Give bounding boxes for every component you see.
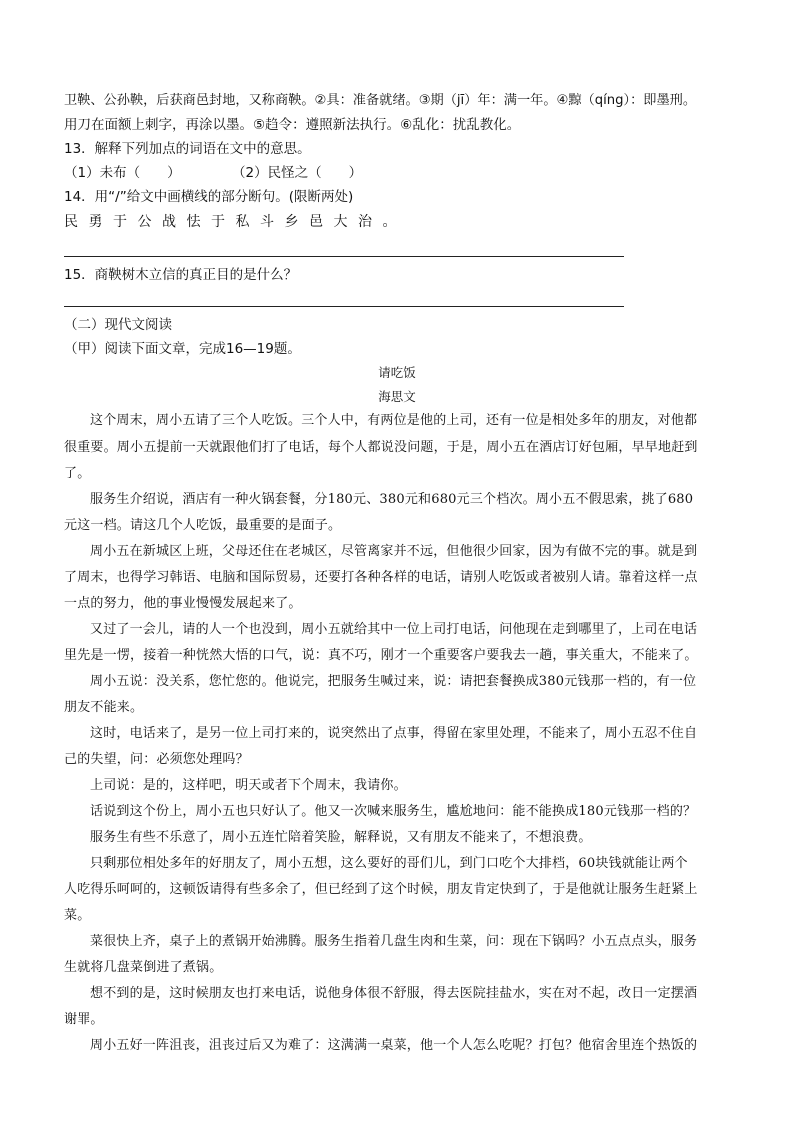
article-line: 己的失望，问：必须您处理吗？ xyxy=(64,752,249,767)
article-line: 周小五在新城区上班，父母还住在老城区，尽管离家并不远，但他很少回家，因为有做不完的事。就是到 xyxy=(90,544,698,559)
q13-item-1-text: （1）未布（ ） xyxy=(64,165,181,181)
article-line: 菜。 xyxy=(64,908,91,923)
article-line: 了。 xyxy=(64,466,91,481)
article-line: 里先是一愣，接着一种恍然大悟的口气，说：真不巧，刚才一个重要客户要我去一趟，事关重大，不能来了。 xyxy=(64,648,698,663)
notes-line-1: 卫鞅、公孙鞅，后获商邑封地，又称商鞅。②具：准备就绪。③期（jī）年：满一年。④黥（qíng）：即墨刑。 xyxy=(64,93,697,108)
article-line: 元这一档。请这几个人吃饭，最重要的是面子。 xyxy=(64,518,342,533)
question-14-sentence: 民勇于公战怯于私斗乡邑大治。 xyxy=(64,214,407,230)
article-line: 人吃得乐呵呵的，这顿饭请得有些多余了，但已经到了这个时候，朋友肯定快到了，于是他就让服务生赶紧上 xyxy=(64,882,698,897)
article-line: 很重要。周小五提前一天就跟他们打了电话，每个人都说没问题，于是，周小五在酒店订好包厢，早早地赶到 xyxy=(64,440,698,455)
section-heading: （二）现代文阅读 xyxy=(64,317,172,333)
article-line: 服务生介绍说，酒店有一种火锅套餐，分180元、380元和680元三个档次。周小五不假思索，挑了680 xyxy=(90,492,694,507)
answer-line-15 xyxy=(64,306,624,307)
article-title: 请吃饭 xyxy=(378,365,416,380)
question-15: 15．商鞅树木立信的真正目的是什么？ xyxy=(64,267,298,283)
article-line: 周小五好一阵沮丧，沮丧过后又为难了：这满满一桌菜，他一个人怎么吃呢？打包？他宿舍里连个热饭的 xyxy=(90,1038,698,1053)
article-author: 海思文 xyxy=(378,389,416,404)
article-line: 谢罪。 xyxy=(64,1012,104,1027)
article-line: 又过了一会儿，请的人一个也没到，周小五就给其中一位上司打电话，问他现在走到哪里了，上司在电话 xyxy=(90,622,698,637)
article-line: 周小五说：没关系，您忙您的。他说完，把服务生喊过来，说：请把套餐换成380元钱那一档的，有一位 xyxy=(90,674,697,689)
article-line: 一点的努力，他的事业慢慢发展起来了。 xyxy=(64,596,302,611)
article-line: 只剩那位相处多年的好朋友了，周小五想，这么要好的哥们儿，到门口吃个大排档，60块钱就能让两个 xyxy=(90,856,688,871)
article-line: 了周末，也得学习韩语、电脑和国际贸易，还要打各种各样的电话，请别人吃饭或者被别人请。靠着这样一点 xyxy=(64,570,698,585)
notes-line-2: 用刀在面额上刺字，再涂以墨。⑤趋令：遵照新法执行。⑥乱化：扰乱教化。 xyxy=(64,117,521,133)
answer-line-14 xyxy=(64,256,624,257)
article-line: 上司说：是的，这样吧，明天或者下个周末，我请你。 xyxy=(90,778,407,793)
question-14: 14．用“/”给文中画横线的部分断句。(限断两处) xyxy=(64,189,354,205)
article-line: 这时，电话来了，是另一位上司打来的，说突然出了点事，得留在家里处理，不能来了，周小五忍不住自 xyxy=(90,726,698,741)
article-line: 这个周末，周小五请了三个人吃饭。三个人中，有两位是他的上司，还有一位是相处多年的朋友，对他都 xyxy=(90,413,698,428)
question-13-item-1 xyxy=(64,163,181,183)
article-line: 想不到的是，这时候朋友也打来电话，说他身体很不舒服，得去医院挂盐水，实在对不起，改日一定摆酒 xyxy=(90,986,698,1001)
article-line: 话说到这个份上，周小五也只好认了。他又一次喊来服务生，尴尬地问：能不能换成180元钱那一档的？ xyxy=(90,804,697,819)
section-instruction: （甲）阅读下面文章，完成16—19题。 xyxy=(64,341,301,357)
article-line: 生就将几盘菜倒进了煮锅。 xyxy=(64,960,223,975)
question-13: 13．解释下列加点的词语在文中的意思。 xyxy=(64,141,311,157)
q13-item-2-text: （2）民怪之（ ） xyxy=(232,165,363,181)
article-line: 朋友不能来。 xyxy=(64,700,144,715)
article-line: 服务生有些不乐意了，周小五连忙陪着笑脸，解释说，又有朋友不能来了，不想浪费。 xyxy=(90,830,592,845)
article-line: 菜很快上齐，桌子上的煮锅开始沸腾。服务生指着几盘生肉和生菜，问：现在下锅吗？小五点点头，服务 xyxy=(90,934,698,949)
question-13-item-2 xyxy=(232,163,362,183)
